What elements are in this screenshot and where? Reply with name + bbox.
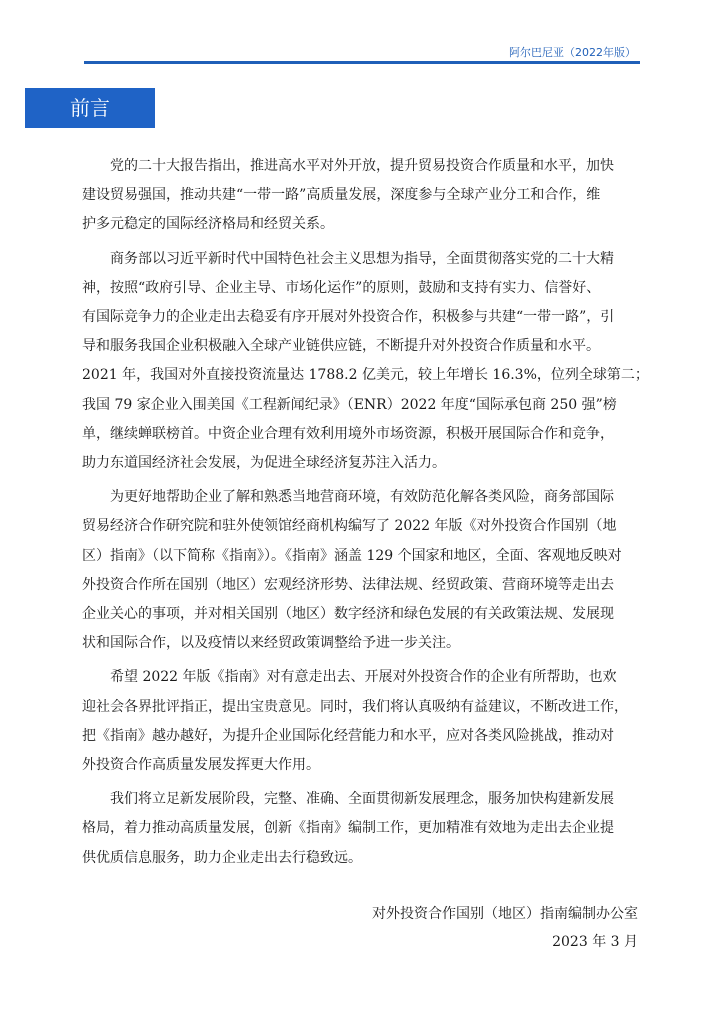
paragraph xyxy=(82,663,642,780)
paragraph xyxy=(82,152,642,240)
paragraph-line: 外投资合作所在国别（地区）宏观经济形势、法律法规、经贸政策、营商环境等走出去 xyxy=(82,576,614,593)
running-header-title: 阿尔巴尼亚（2022年版） xyxy=(509,46,636,59)
preface-body xyxy=(82,152,649,878)
paragraph-line: 企业关心的事项，并对相关国别（地区）数字经济和绿色发展的有关政策法规、发展现 xyxy=(82,606,614,623)
section-title-box xyxy=(25,88,155,128)
paragraph-line: 神，按照“政府引导、企业主导、市场化运作”的原则，鼓励和支持有实力、信誉好、 xyxy=(82,279,601,296)
signature-block xyxy=(372,900,638,956)
signature-date: 2023 年 3 月 xyxy=(552,934,638,950)
paragraph-line: 护多元稳定的国际经济格局和经贸关系。 xyxy=(82,216,334,233)
paragraph-line: 把《指南》越办越好，为提升企业国际化经营能力和水平，应对各类风险挑战，推动对 xyxy=(82,727,614,744)
signature-org: 对外投资合作国别（地区）指南编制办公室 xyxy=(372,906,638,922)
paragraph-line: 有国际竞争力的企业走出去稳妥有序开展对外投资合作，积极参与共建“一带一路”，引 xyxy=(82,309,615,326)
paragraph xyxy=(82,245,649,479)
paragraph-line: 迎社会各界批评指正，提出宝贵意见。同时，我们将认真吸纳有益建议，不断改进工作， xyxy=(82,698,628,715)
paragraph-line: 党的二十大报告指出，推进高水平对外开放，提升贸易投资合作质量和水平，加快 xyxy=(110,158,614,174)
paragraph-line: 为更好地帮助企业了解和熟悉当地营商环境，有效防范化解各类风险，商务部国际 xyxy=(110,489,614,506)
paragraph-line: 我们将立足新发展阶段，完整、准确、全面贯彻新发展理念，服务加快构建新发展 xyxy=(110,791,614,808)
paragraph-line: 导和服务我国企业积极融入全球产业链供应链，不断提升对外投资合作质量和水平。 xyxy=(82,338,600,355)
paragraph-line: 单，继续蝉联榜首。中资企业合理有效利用境外市场资源，积极开展国际合作和竞争， xyxy=(82,425,614,442)
paragraph-line: 贸易经济合作研究院和驻外使领馆经商机构编写了 2022 年版《对外投资合作国别（地 xyxy=(82,518,617,535)
paragraph xyxy=(82,483,642,658)
paragraph-line: 商务部以习近平新时代中国特色社会主义思想为指导，全面贯彻落实党的二十大精 xyxy=(110,250,614,267)
paragraph-line: 助力东道国经济社会发展，为促进全球经济复苏注入活力。 xyxy=(82,455,446,472)
header-rule xyxy=(84,61,640,64)
paragraph-line: 区）指南》（以下简称《指南》）。《指南》涵盖 129 个国家和地区，全面、客观地反映对 xyxy=(82,547,622,564)
paragraph-line: 2021 年，我国对外直接投资流量达 1788.2 亿美元，较上年增长 16.3%，位列全球第二； xyxy=(82,367,649,384)
paragraph-line: 我国 79 家企业入围美国《工程新闻纪录》（ENR）2022 年度“国际承包商 250 强”榜 xyxy=(82,396,617,413)
paragraph-line: 外投资合作高质量发展发挥更大作用。 xyxy=(82,757,320,774)
paragraph-line: 建设贸易强国，推动共建“一带一路”高质量发展，深度参与全球产业分工和合作，维 xyxy=(82,187,601,204)
section-title: 前言 xyxy=(70,96,110,120)
paragraph-line: 格局，着力推动高质量发展，创新《指南》编制工作，更加精准有效地为走出去企业提 xyxy=(82,820,614,837)
paragraph-line: 供优质信息服务，助力企业走出去行稳致远。 xyxy=(82,849,362,866)
paragraph xyxy=(82,785,642,873)
paragraph-line: 希望 2022 年版《指南》对有意走出去、开展对外投资合作的企业有所帮助，也欢 xyxy=(110,669,617,686)
paragraph-line: 状和国际合作，以及疫情以来经贸政策调整给予进一步关注。 xyxy=(82,635,460,652)
